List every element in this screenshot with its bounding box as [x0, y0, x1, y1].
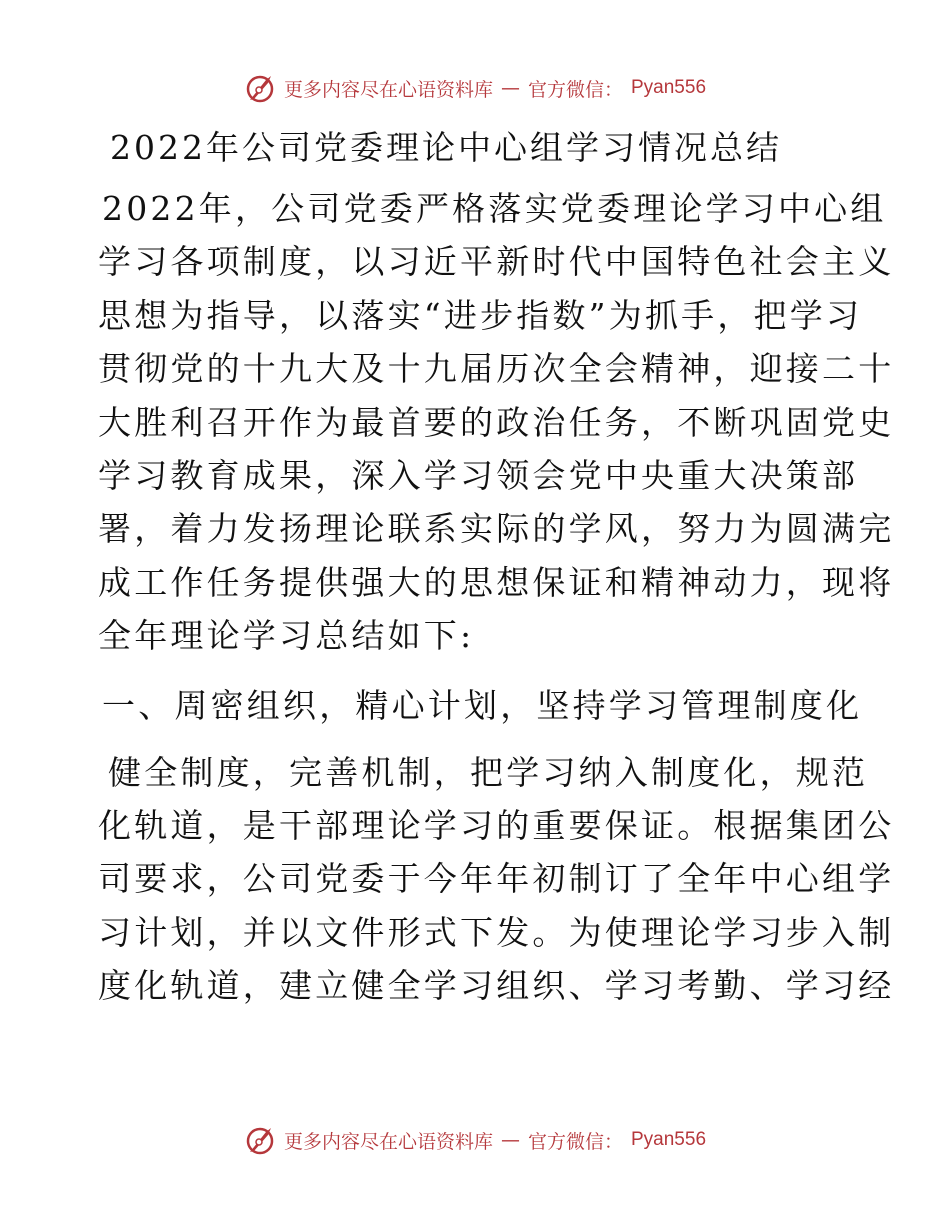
- quill-logo-icon: [244, 1124, 276, 1156]
- watermark-text: 更多内容尽在心语资料库: [283, 1130, 493, 1153]
- watermark-text: 更多内容尽在心语资料库: [283, 78, 493, 101]
- watermark-separator: —: [500, 1129, 520, 1151]
- text-line: 全年理论学习总结如下:: [98, 616, 475, 656]
- text-line: 大胜利召开作为最首要的政治任务，不断巩固党史: [98, 402, 895, 442]
- watermark-header: [0, 72, 950, 104]
- document-title: 2022年公司党委理论中心组学习情况总结: [110, 128, 782, 167]
- watermark-footer: [0, 1124, 950, 1156]
- watermark-wechat-id: Pyan556: [631, 77, 707, 98]
- quill-logo-icon: [244, 72, 276, 104]
- watermark-wechat-id: Pyan556: [631, 1129, 707, 1150]
- text-line: 2022年，公司党委严格落实党委理论学习中心组: [102, 189, 887, 228]
- section-heading: 一、周密组织，精心计划，坚持学习管理制度化: [102, 685, 863, 725]
- text-line: 学习各项制度，以习近平新时代中国特色社会主义: [98, 242, 895, 282]
- intro-paragraph: [98, 182, 895, 663]
- text-line: 健全制度，完善机制，把学习纳入制度化，规范: [108, 752, 869, 792]
- text-line: 度化轨道，建立健全学习组织、学习考勤、学习经: [98, 966, 895, 1006]
- watermark-wechat-label: 官方微信：: [527, 1130, 623, 1153]
- document-body: [98, 124, 895, 1029]
- text-line: 习计划，并以文件形式下发。为使理论学习步入制: [98, 912, 895, 952]
- text-line: 司要求，公司党委于今年年初制订了全年中心组学: [98, 859, 895, 899]
- text-line: 成工作任务提供强大的思想保证和精神动力，现将: [98, 562, 895, 602]
- section1-paragraph: [98, 746, 895, 1013]
- text-line: 思想为指导，以落实“进步指数”为抓手，把学习: [98, 295, 863, 335]
- text-line: 化轨道，是干部理论学习的重要保证。根据集团公: [98, 806, 895, 846]
- text-line: 署，着力发扬理论联系实际的学风，努力为圆满完: [98, 509, 895, 549]
- text-line: 贯彻党的十九大及十九届历次全会精神，迎接二十: [98, 349, 895, 389]
- watermark-wechat-label: 官方微信：: [527, 78, 623, 101]
- text-line: 学习教育成果，深入学习领会党中央重大决策部: [98, 456, 859, 496]
- watermark-separator: —: [500, 77, 520, 99]
